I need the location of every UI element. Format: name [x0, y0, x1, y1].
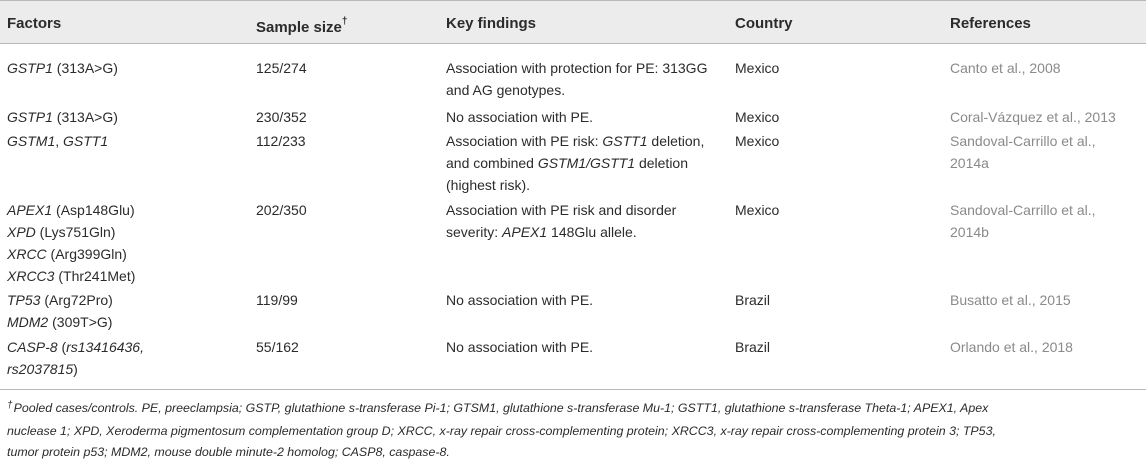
cell-country: Mexico: [735, 202, 780, 218]
cell-factors: CASP-8 (rs13416436, rs2037815): [7, 339, 144, 377]
header-key-findings: Key findings: [446, 15, 537, 32]
cell-key-findings: Association with protection for PE: 313GG and AG genotypes.: [446, 60, 708, 98]
header-country: Country: [735, 15, 793, 32]
cell-factors: TP53 (Arg72Pro) MDM2 (309T>G): [7, 292, 113, 330]
cell-reference[interactable]: Sandoval-Carrillo et al., 2014b: [950, 202, 1096, 240]
table-footnote: †Pooled cases/controls. PE, preeclampsia; GSTP, glutathione s-transferase Pi-1; GTSM1, glutathione s-transferase Mu-1; GSTT1, glutathione s-transferase Theta-1; APEX1, Apex nuclease 1; XPD, Xeroderma pigmentosum complementation group D; XRCC, x-ray repair cross-complementing protein; XRCC3, x-ray repair cross-complementing protein 3; TP53, tumor protein p53; MDM2, mouse double minute-2 homolog; CASP8, caspase-8.: [7, 400, 996, 459]
cell-factors: GSTP1 (313A>G): [7, 60, 118, 76]
cell-key-findings: Association with PE risk: GSTT1 deletion, and combined GSTM1/GSTT1 deletion (highest risk).: [446, 133, 705, 193]
dagger-mark: †: [341, 16, 348, 27]
cell-country: Mexico: [735, 133, 780, 149]
cell-sample-size: 55/162: [256, 339, 299, 355]
cell-factors: APEX1 (Asp148Glu) XPD (Lys751Gln) XRCC (Arg399Gln) XRCC3 (Thr241Met): [7, 202, 136, 284]
cell-key-findings: No association with PE.: [446, 292, 594, 308]
cell-sample-size: 119/99: [256, 292, 298, 308]
cell-sample-size: 112/233: [256, 133, 306, 149]
table-bottom-rule: [0, 389, 1146, 390]
table-header: [0, 0, 1146, 44]
cell-sample-size: 202/350: [256, 202, 307, 218]
cell-country: Brazil: [735, 292, 771, 308]
cell-country: Mexico: [735, 60, 780, 76]
cell-key-findings: No association with PE.: [446, 109, 594, 125]
footnote-dagger: †: [7, 400, 13, 411]
cell-reference[interactable]: Sandoval-Carrillo et al., 2014a: [950, 133, 1096, 171]
header-factors: Factors: [7, 15, 62, 32]
cell-reference[interactable]: Busatto et al., 2015: [950, 292, 1071, 308]
cell-sample-size: 125/274: [256, 60, 307, 76]
cell-sample-size: 230/352: [256, 109, 307, 125]
cell-reference[interactable]: Orlando et al., 2018: [950, 339, 1073, 355]
cell-country: Mexico: [735, 109, 780, 125]
header-references: References: [950, 15, 1031, 32]
cell-key-findings: No association with PE.: [446, 339, 594, 355]
cell-reference[interactable]: Coral-Vázquez et al., 2013: [950, 109, 1116, 125]
cell-reference[interactable]: Canto et al., 2008: [950, 60, 1061, 76]
cell-country: Brazil: [735, 339, 771, 355]
cell-factors: GSTP1 (313A>G): [7, 109, 118, 125]
cell-key-findings: Association with PE risk and disorder severity: APEX1 148Glu allele.: [446, 202, 677, 240]
header-sample-size: Sample size†: [256, 16, 348, 36]
cell-factors: GSTM1, GSTT1: [7, 133, 109, 149]
